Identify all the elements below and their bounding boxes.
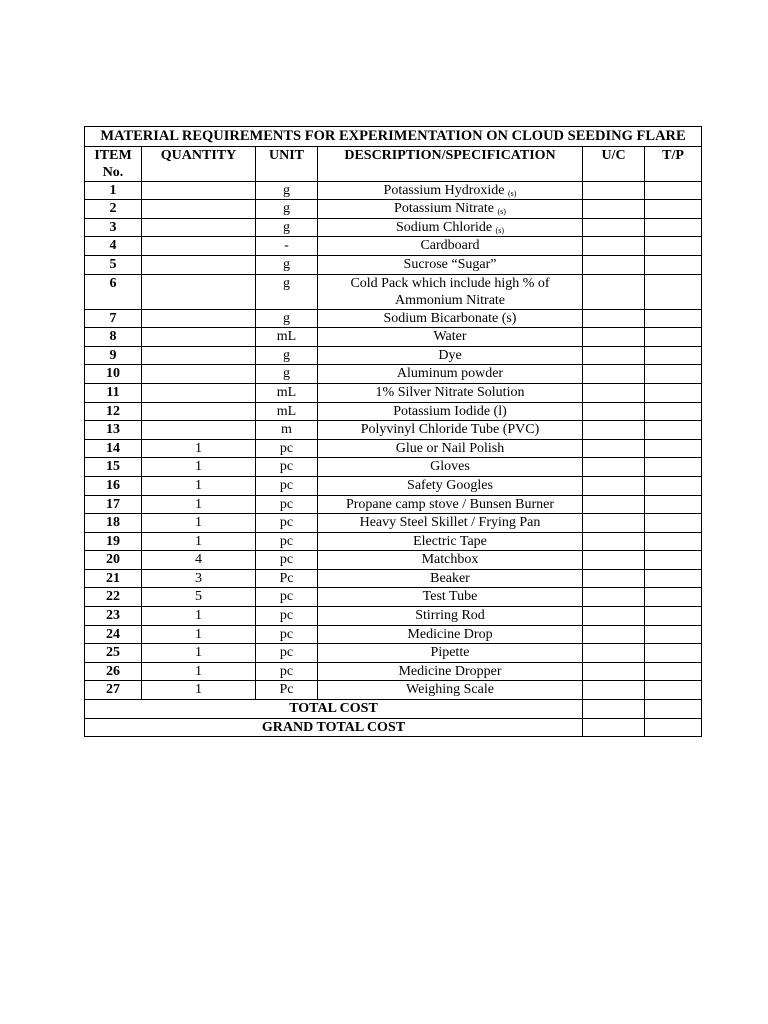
description-cell xyxy=(318,495,583,514)
description-cell xyxy=(318,346,583,365)
description-text: Potassium Hydroxide xyxy=(383,182,505,198)
description-cell xyxy=(318,181,583,200)
description-cell xyxy=(318,402,583,421)
table-row xyxy=(85,237,702,256)
total-price-cell xyxy=(645,439,702,458)
quantity-cell: 5 xyxy=(142,588,256,607)
total-price-cell xyxy=(645,383,702,402)
item-number: 23 xyxy=(85,607,142,626)
state-subscript: (s) xyxy=(497,207,506,217)
total-price-cell xyxy=(645,551,702,570)
unit-cost-cell xyxy=(583,421,645,440)
unit-cell: mL xyxy=(256,328,318,347)
table-row xyxy=(85,644,702,663)
unit-cell: g xyxy=(256,218,318,237)
table-title: MATERIAL REQUIREMENTS FOR EXPERIMENTATION ON CLOUD SEEDING FLARE xyxy=(85,127,702,147)
unit-cost-cell xyxy=(583,532,645,551)
description-cell xyxy=(318,625,583,644)
material-requirements-table xyxy=(84,126,702,737)
description-cell xyxy=(318,569,583,588)
total-price-cell xyxy=(645,218,702,237)
description-text: Cold Pack which include high % of Ammonium Nitrate xyxy=(350,275,550,308)
unit-cell: g xyxy=(256,200,318,219)
total-price-cell xyxy=(645,569,702,588)
unit-cost-cell xyxy=(583,309,645,328)
table-row xyxy=(85,495,702,514)
description-cell xyxy=(318,365,583,384)
total-price-cell xyxy=(645,237,702,256)
quantity-cell xyxy=(142,274,256,309)
item-number: 18 xyxy=(85,514,142,533)
description-cell xyxy=(318,421,583,440)
unit-cost-cell xyxy=(583,200,645,219)
table-row xyxy=(85,218,702,237)
quantity-cell: 1 xyxy=(142,607,256,626)
table-row xyxy=(85,588,702,607)
total-cost-row xyxy=(85,700,702,719)
unit-cost-cell xyxy=(583,588,645,607)
table-row xyxy=(85,181,702,200)
unit-cell: g xyxy=(256,274,318,309)
unit-cell: pc xyxy=(256,458,318,477)
item-number: 25 xyxy=(85,644,142,663)
description-cell xyxy=(318,237,583,256)
item-number: 13 xyxy=(85,421,142,440)
quantity-cell xyxy=(142,402,256,421)
table-row xyxy=(85,383,702,402)
unit-cost-cell xyxy=(583,625,645,644)
quantity-cell: 1 xyxy=(142,495,256,514)
quantity-cell: 1 xyxy=(142,458,256,477)
total-price-cell xyxy=(645,681,702,700)
description-cell xyxy=(318,681,583,700)
description-cell xyxy=(318,328,583,347)
header-total-price: T/P xyxy=(645,146,702,181)
total-price-cell xyxy=(645,662,702,681)
table-row xyxy=(85,662,702,681)
item-number: 17 xyxy=(85,495,142,514)
unit-cell: pc xyxy=(256,662,318,681)
header-item-no: ITEM No. xyxy=(85,146,142,181)
unit-cost-cell xyxy=(583,383,645,402)
description-text: Polyvinyl Chloride Tube (PVC) xyxy=(360,422,540,438)
unit-cell: pc xyxy=(256,551,318,570)
description-cell xyxy=(318,439,583,458)
total-price-cell xyxy=(645,421,702,440)
total-price-cell xyxy=(645,365,702,384)
quantity-cell: 3 xyxy=(142,569,256,588)
header-quantity: QUANTITY xyxy=(142,146,256,181)
item-number: 20 xyxy=(85,551,142,570)
description-cell xyxy=(318,514,583,533)
table-row xyxy=(85,476,702,495)
item-number: 2 xyxy=(85,200,142,219)
item-number: 9 xyxy=(85,346,142,365)
description-text: Electric Tape xyxy=(413,533,487,549)
unit-cost-cell xyxy=(583,328,645,347)
unit-cost-cell xyxy=(583,476,645,495)
table-row xyxy=(85,421,702,440)
item-number: 21 xyxy=(85,569,142,588)
item-number: 27 xyxy=(85,681,142,700)
unit-cost-cell xyxy=(583,237,645,256)
table-row xyxy=(85,532,702,551)
total-unit-cost-cell xyxy=(583,718,645,737)
quantity-cell xyxy=(142,421,256,440)
header-unit-cost: U/C xyxy=(583,146,645,181)
unit-cell: m xyxy=(256,421,318,440)
quantity-cell xyxy=(142,218,256,237)
unit-cost-cell xyxy=(583,274,645,309)
table-row xyxy=(85,681,702,700)
total-price-cell xyxy=(645,514,702,533)
description-cell xyxy=(318,662,583,681)
item-number: 5 xyxy=(85,255,142,274)
quantity-cell xyxy=(142,181,256,200)
quantity-cell xyxy=(142,200,256,219)
table-row xyxy=(85,328,702,347)
unit-cell: pc xyxy=(256,514,318,533)
table-row xyxy=(85,309,702,328)
table-row xyxy=(85,439,702,458)
description-text: Sodium Bicarbonate (s) xyxy=(383,310,517,326)
table-row xyxy=(85,255,702,274)
quantity-cell xyxy=(142,255,256,274)
item-number: 8 xyxy=(85,328,142,347)
table-row xyxy=(85,551,702,570)
total-unit-cost-cell xyxy=(583,700,645,719)
description-cell xyxy=(318,255,583,274)
total-price-cell xyxy=(645,532,702,551)
grand-total-cost-label: GRAND TOTAL COST xyxy=(85,718,583,737)
quantity-cell: 1 xyxy=(142,476,256,495)
item-number: 14 xyxy=(85,439,142,458)
unit-cell: pc xyxy=(256,476,318,495)
table-row xyxy=(85,514,702,533)
unit-cell: pc xyxy=(256,588,318,607)
description-text: Heavy Steel Skillet / Frying Pan xyxy=(359,515,541,531)
description-cell xyxy=(318,458,583,477)
total-price-cell xyxy=(645,607,702,626)
item-number: 24 xyxy=(85,625,142,644)
total-cost-label: TOTAL COST xyxy=(85,700,583,719)
state-subscript: (s) xyxy=(508,188,517,198)
total-price-cell xyxy=(645,644,702,663)
unit-cost-cell xyxy=(583,662,645,681)
description-cell xyxy=(318,218,583,237)
table-row xyxy=(85,274,702,309)
unit-cost-cell xyxy=(583,495,645,514)
total-price-cell xyxy=(645,495,702,514)
unit-cost-cell xyxy=(583,607,645,626)
unit-cost-cell xyxy=(583,439,645,458)
unit-cell: pc xyxy=(256,439,318,458)
unit-cell: pc xyxy=(256,625,318,644)
table-row xyxy=(85,200,702,219)
description-cell xyxy=(318,476,583,495)
quantity-cell: 4 xyxy=(142,551,256,570)
unit-cost-cell xyxy=(583,644,645,663)
unit-cell: pc xyxy=(256,644,318,663)
unit-cell: g xyxy=(256,346,318,365)
item-number: 16 xyxy=(85,476,142,495)
unit-cost-cell xyxy=(583,569,645,588)
description-text: Beaker xyxy=(430,570,470,586)
item-number: 26 xyxy=(85,662,142,681)
unit-cell: pc xyxy=(256,532,318,551)
unit-cost-cell xyxy=(583,514,645,533)
table-row xyxy=(85,569,702,588)
description-text: Weighing Scale xyxy=(406,682,494,698)
quantity-cell: 1 xyxy=(142,625,256,644)
item-number: 7 xyxy=(85,309,142,328)
unit-cell: g xyxy=(256,181,318,200)
item-number: 3 xyxy=(85,218,142,237)
item-number: 6 xyxy=(85,274,142,309)
description-text: 1% Silver Nitrate Solution xyxy=(375,384,525,400)
item-number: 12 xyxy=(85,402,142,421)
description-text: Cardboard xyxy=(420,238,480,254)
title-row xyxy=(85,127,702,147)
unit-cell: pc xyxy=(256,495,318,514)
unit-cell: mL xyxy=(256,383,318,402)
quantity-cell xyxy=(142,328,256,347)
quantity-cell xyxy=(142,365,256,384)
unit-cell: g xyxy=(256,255,318,274)
quantity-cell: 1 xyxy=(142,681,256,700)
table-row xyxy=(85,402,702,421)
quantity-cell xyxy=(142,237,256,256)
table-row xyxy=(85,607,702,626)
description-text: Safety Googles xyxy=(407,477,493,493)
description-text: Potassium Iodide (l) xyxy=(393,403,507,419)
quantity-cell xyxy=(142,309,256,328)
unit-cell: g xyxy=(256,309,318,328)
state-subscript: (s) xyxy=(495,225,504,235)
description-cell xyxy=(318,309,583,328)
description-text: Dye xyxy=(438,347,462,363)
description-text: Pipette xyxy=(430,645,470,661)
description-text: Stirring Rod xyxy=(415,608,485,624)
unit-cost-cell xyxy=(583,551,645,570)
header-row xyxy=(85,146,702,181)
total-price-cell xyxy=(645,718,702,737)
description-text: Glue or Nail Polish xyxy=(395,440,505,456)
header-unit: UNIT xyxy=(256,146,318,181)
description-cell xyxy=(318,607,583,626)
description-text: Gloves xyxy=(430,459,470,475)
description-cell xyxy=(318,383,583,402)
unit-cost-cell xyxy=(583,681,645,700)
table-row xyxy=(85,365,702,384)
unit-cost-cell xyxy=(583,458,645,477)
total-price-cell xyxy=(645,700,702,719)
total-price-cell xyxy=(645,402,702,421)
total-price-cell xyxy=(645,309,702,328)
item-number: 11 xyxy=(85,383,142,402)
header-description: DESCRIPTION/SPECIFICATION xyxy=(318,146,583,181)
description-text: Medicine Drop xyxy=(407,626,493,642)
description-text: Aluminum powder xyxy=(396,366,504,382)
grand-total-cost-row xyxy=(85,718,702,737)
unit-cell: - xyxy=(256,237,318,256)
unit-cost-cell xyxy=(583,365,645,384)
description-text: Water xyxy=(433,329,467,345)
total-price-cell xyxy=(645,328,702,347)
unit-cell: Pc xyxy=(256,681,318,700)
description-cell xyxy=(318,274,583,309)
description-text: Potassium Nitrate xyxy=(394,201,494,217)
item-number: 1 xyxy=(85,181,142,200)
description-text: Sodium Chloride xyxy=(395,219,493,235)
unit-cell: pc xyxy=(256,607,318,626)
unit-cost-cell xyxy=(583,346,645,365)
item-number: 22 xyxy=(85,588,142,607)
unit-cost-cell xyxy=(583,181,645,200)
unit-cost-cell xyxy=(583,218,645,237)
total-price-cell xyxy=(645,346,702,365)
unit-cell: Pc xyxy=(256,569,318,588)
table-row xyxy=(85,458,702,477)
description-text: Sucrose “Sugar” xyxy=(403,256,497,272)
table-row xyxy=(85,346,702,365)
quantity-cell: 1 xyxy=(142,662,256,681)
unit-cell: g xyxy=(256,365,318,384)
description-cell xyxy=(318,532,583,551)
quantity-cell: 1 xyxy=(142,514,256,533)
item-number: 15 xyxy=(85,458,142,477)
unit-cost-cell xyxy=(583,402,645,421)
quantity-cell xyxy=(142,346,256,365)
quantity-cell: 1 xyxy=(142,644,256,663)
total-price-cell xyxy=(645,274,702,309)
total-price-cell xyxy=(645,625,702,644)
description-text: Matchbox xyxy=(421,552,479,568)
table-row xyxy=(85,625,702,644)
total-price-cell xyxy=(645,588,702,607)
description-text: Test Tube xyxy=(422,589,478,605)
unit-cell: mL xyxy=(256,402,318,421)
unit-cost-cell xyxy=(583,255,645,274)
description-text: Medicine Dropper xyxy=(398,663,502,679)
description-text: Propane camp stove / Bunsen Burner xyxy=(345,496,554,512)
total-price-cell xyxy=(645,255,702,274)
description-cell xyxy=(318,588,583,607)
total-price-cell xyxy=(645,200,702,219)
total-price-cell xyxy=(645,476,702,495)
quantity-cell: 1 xyxy=(142,532,256,551)
quantity-cell xyxy=(142,383,256,402)
quantity-cell: 1 xyxy=(142,439,256,458)
description-cell xyxy=(318,644,583,663)
total-price-cell xyxy=(645,458,702,477)
item-number: 4 xyxy=(85,237,142,256)
item-number: 19 xyxy=(85,532,142,551)
item-number: 10 xyxy=(85,365,142,384)
total-price-cell xyxy=(645,181,702,200)
description-cell xyxy=(318,200,583,219)
description-cell xyxy=(318,551,583,570)
